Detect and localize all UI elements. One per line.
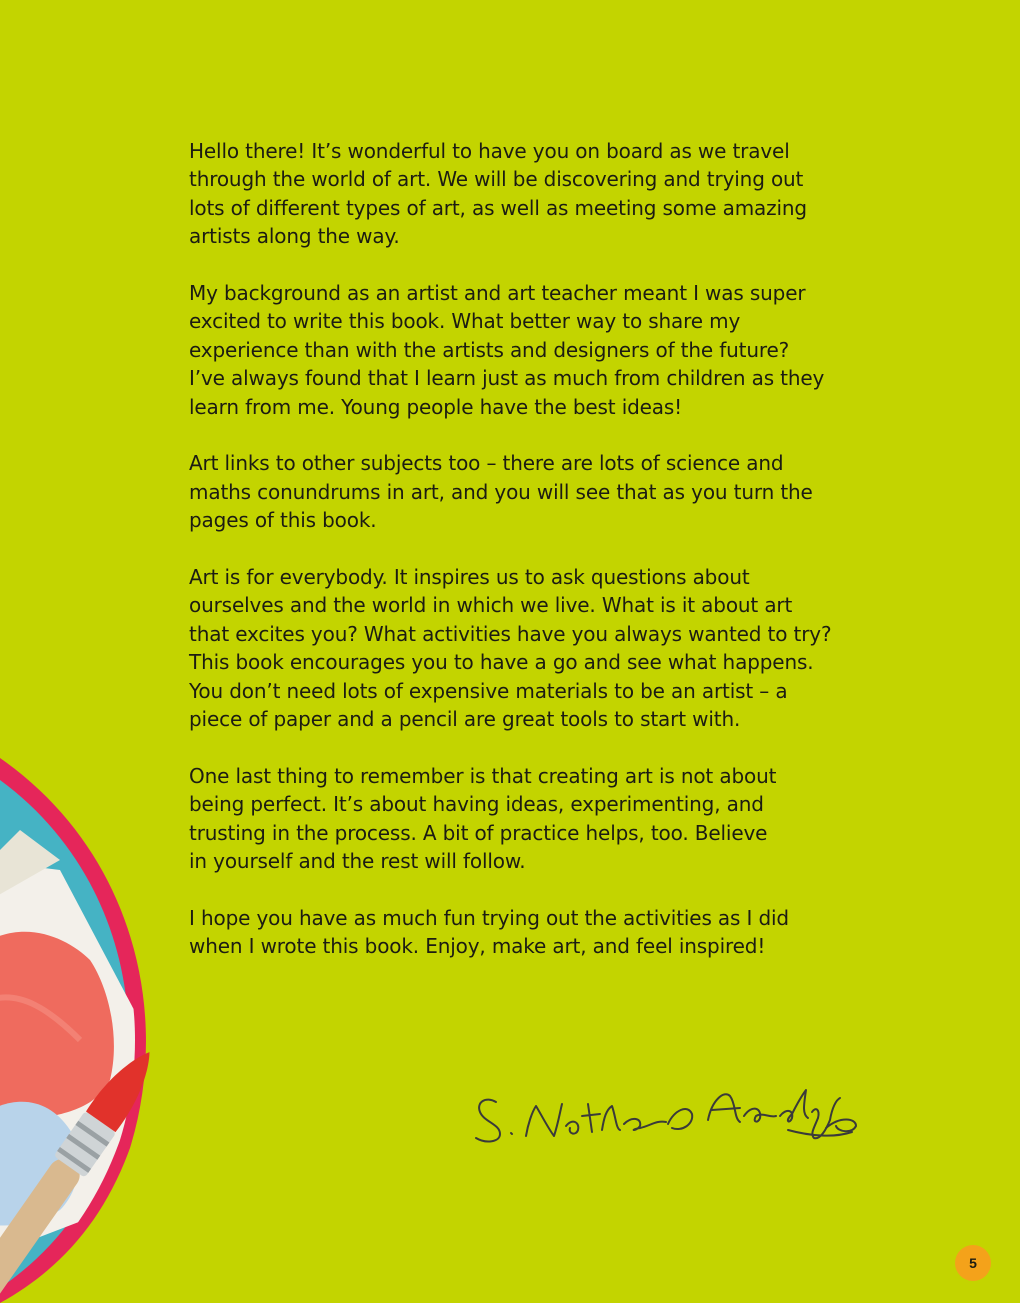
- text-line: trusting in the process. A bit of practice helps, too. Believe: [189, 820, 768, 845]
- text-line: One last thing to remember is that creating art is not about: [189, 763, 777, 788]
- text-line: Art is for everybody. It inspires us to ask questions about: [189, 565, 750, 590]
- text-line: artists along the way.: [189, 224, 400, 249]
- text-line: when I wrote this book. Enjoy, make art, and feel inspired!: [189, 934, 766, 959]
- text-line: that excites you? What activities have you always wanted to try?: [189, 621, 832, 646]
- text-line: being perfect. It’s about having ideas, experimenting, and: [189, 792, 764, 817]
- text-line: lots of different types of art, as well as meeting some amazing: [189, 195, 807, 220]
- page-number: 5: [969, 1255, 977, 1271]
- text-line: excited to write this book. What better way to share my: [189, 309, 741, 334]
- text-line: This book encourages you to have a go and see what happens.: [189, 650, 814, 675]
- text-line: I hope you have as much fun trying out the activities as I did: [189, 905, 789, 930]
- text-line: maths conundrums in art, and you will see that as you turn the: [189, 479, 813, 504]
- text-line: piece of paper and a pencil are great tools to start with.: [189, 707, 741, 732]
- text-line: ourselves and the world in which we live. What is it about art: [189, 593, 793, 618]
- text-line: learn from me. Young people have the best ideas!: [189, 394, 683, 419]
- page-number-badge: [955, 1245, 991, 1281]
- text-line: pages of this book.: [189, 508, 377, 533]
- text-line: in yourself and the rest will follow.: [189, 849, 526, 874]
- text-line: My background as an artist and art teacher meant I was super: [189, 281, 806, 306]
- text-line: You don’t need lots of expensive materials to be an artist – a: [189, 678, 788, 703]
- text-line: Hello there! It’s wonderful to have you on board as we travel: [189, 139, 790, 163]
- text-line: I’ve always found that I learn just as much from children as they: [189, 366, 825, 391]
- text-line: through the world of art. We will be discovering and trying out: [189, 167, 804, 192]
- text-line: Art links to other subjects too – there are lots of science and: [189, 451, 784, 476]
- text-line: experience than with the artists and designers of the future?: [189, 337, 790, 362]
